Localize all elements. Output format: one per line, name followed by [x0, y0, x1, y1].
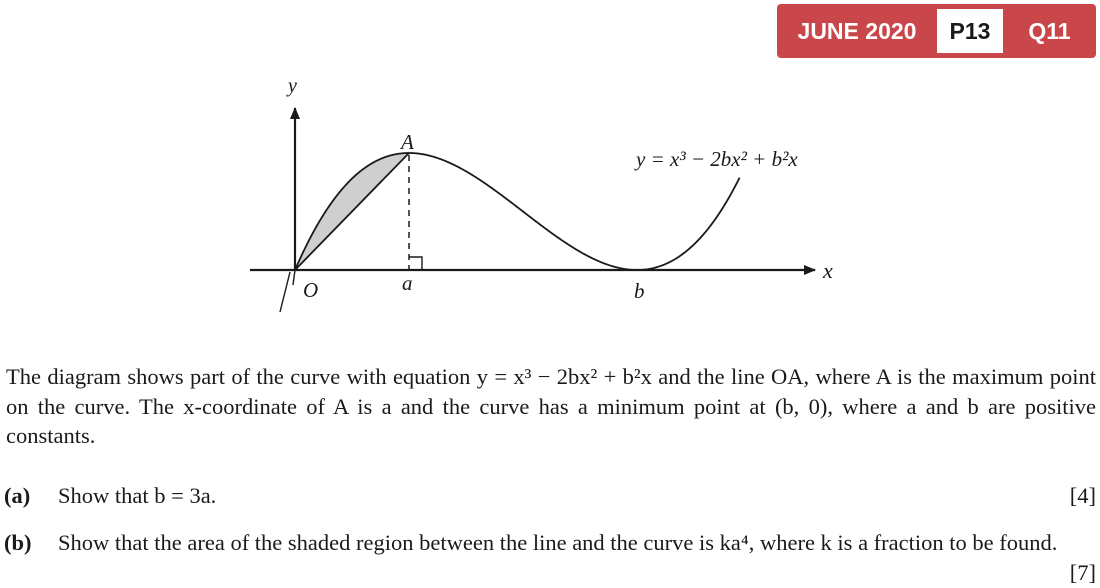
part-a-marks: [4]	[1069, 483, 1096, 508]
badge-question: Q11	[1028, 18, 1071, 44]
question-intro: The diagram shows part of the curve with equation y = x³ − 2bx² + b²x and the line OA, where A is the maximum point on the curve. The x-coordinate of A is a and the curve has a minimum point at (b, 0), where a and b are positive constants.	[6, 364, 1096, 448]
badge-paper: P13	[937, 9, 1003, 53]
origin-label: O	[303, 278, 319, 302]
badge-session: JUNE 2020	[797, 18, 917, 44]
question-badge	[777, 4, 1096, 58]
part-a-text: Show that b = 3a.	[58, 483, 217, 508]
x-axis-label: x	[823, 258, 833, 283]
part-a	[4, 481, 1096, 511]
part-b-label: (b)	[4, 530, 32, 555]
curve-diagram	[0, 60, 880, 320]
y-axis-label: y	[288, 75, 297, 97]
tick-a-label: a	[402, 271, 413, 295]
curve-equation: y = x³ − 2bx² + b²x	[636, 147, 798, 171]
origin-mark	[280, 272, 290, 312]
part-b-marks: [7]	[1069, 560, 1096, 585]
right-angle-mark	[409, 257, 422, 270]
line-OA	[295, 153, 409, 270]
part-b-text: Show that the area of the shaded region between the line and the curve is ka⁴, where k is a fraction to be found.	[58, 530, 1058, 555]
part-b	[4, 528, 1096, 588]
point-A-label: A	[401, 130, 414, 154]
tick-b-label: b	[634, 279, 645, 303]
part-a-label: (a)	[4, 483, 31, 508]
y-axis-lower	[293, 270, 295, 285]
